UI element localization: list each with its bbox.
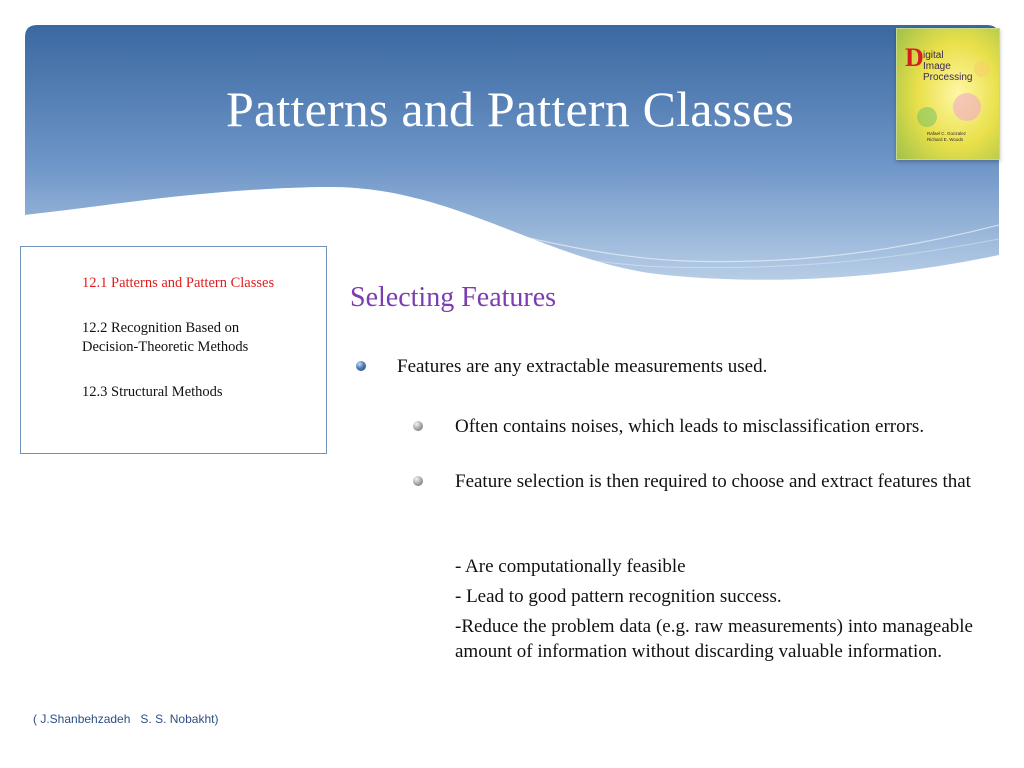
footer-credit: ( J.Shanbehzadeh S. S. Nobakht)	[33, 712, 219, 726]
slide-title: Patterns and Pattern Classes	[225, 81, 794, 137]
toc-item-12-3[interactable]: 12.3 Structural Methods	[82, 384, 223, 400]
sub-bullet-noise: Often contains noises, which leads to misclassification errors.	[455, 416, 925, 437]
criteria-reduce-data: -Reduce the problem data (e.g. raw measurements) into manageable amount of information without discarding valuable information.	[455, 616, 973, 662]
section-title: Selecting Features	[350, 282, 557, 313]
table-of-contents	[20, 246, 327, 454]
sub-bullet-icon	[413, 476, 423, 486]
cover-authors: Rafael C. Gonzalez Richard E. Woods	[927, 131, 967, 142]
criteria-feasible: - Are computationally feasible	[455, 556, 686, 577]
cover-title-line2: Image	[923, 61, 951, 72]
book-cover-image	[896, 28, 1000, 160]
sub-bullet-feature-selection: Feature selection is then required to choose and extract features that	[455, 471, 971, 492]
toc-item-12-2[interactable]: 12.2 Recognition Based on Decision-Theoretic Methods	[82, 320, 249, 355]
cover-title-initial: D	[905, 43, 924, 72]
criteria-recognition: - Lead to good pattern recognition success.	[455, 586, 782, 607]
cover-title-line3: Processing	[923, 72, 973, 83]
toc-item-12-1[interactable]: 12.1 Patterns and Pattern Classes	[82, 275, 275, 291]
bullet-icon	[356, 361, 366, 371]
bullet-features-definition: Features are any extractable measurements used.	[397, 356, 768, 377]
cover-title-line1: igital	[923, 50, 944, 61]
sub-bullet-icon	[413, 421, 423, 431]
